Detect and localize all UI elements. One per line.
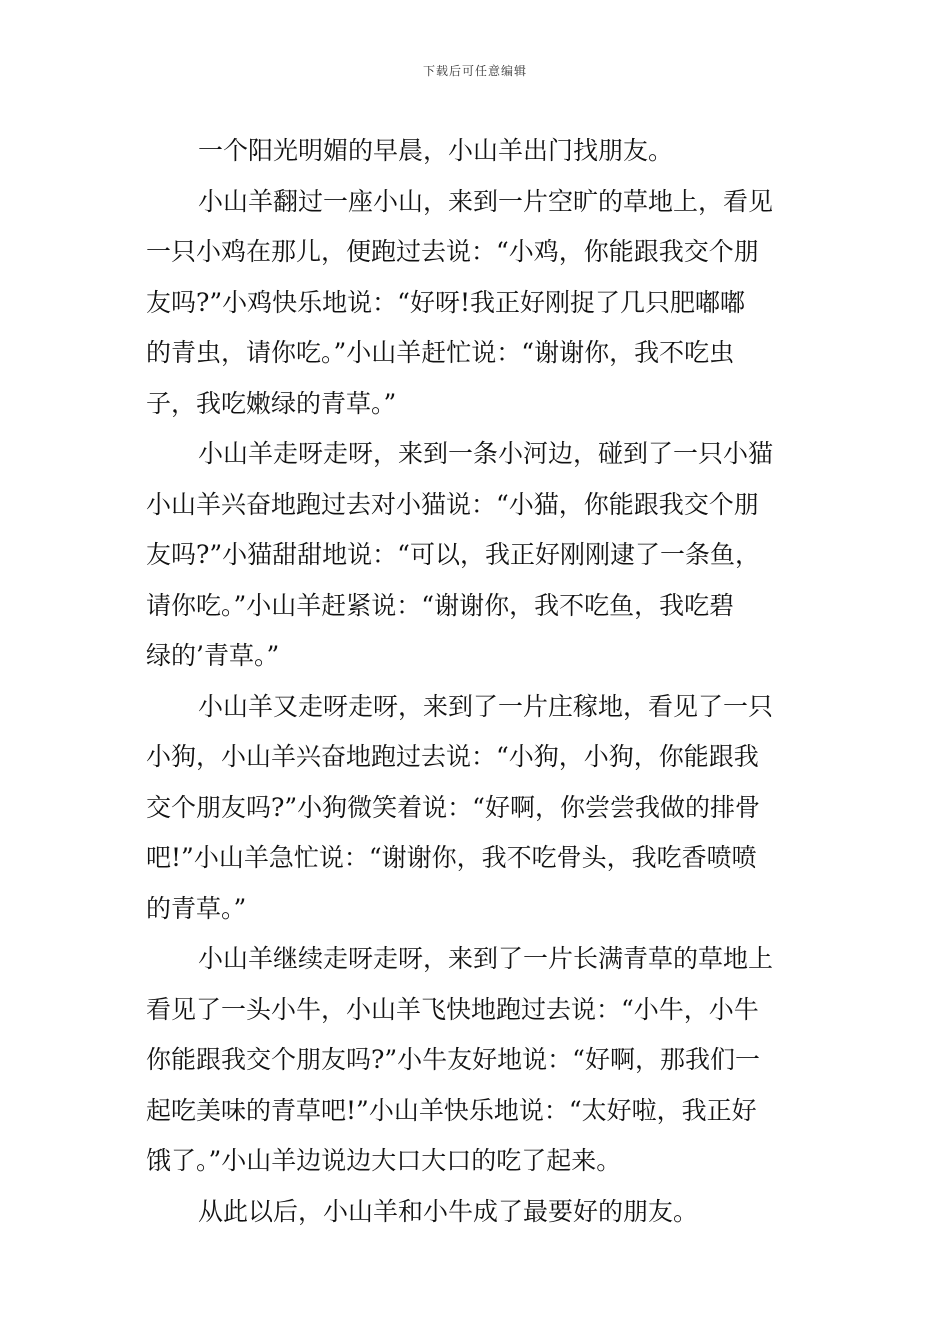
text-line: 小山羊兴奋地跑过去对小猫说：“小猫，你能跟我交个朋 [146, 489, 759, 519]
text-line: 请你吃。”小山羊赶紧说：“谢谢你，我不吃鱼，我吃碧 [146, 590, 735, 620]
text-line: 看见了一头小牛，小山羊飞快地跑过去说：“小牛，小牛 [146, 994, 759, 1024]
text-line: 交个朋友吗?”小狗微笑着说：“好啊，你尝尝我做的排骨 [146, 792, 760, 822]
paragraph-6 [146, 1187, 806, 1238]
paragraph-1 [146, 126, 806, 177]
text-line: 的青虫，请你吃。”小山羊赶忙说：“谢谢你，我不吃虫 [146, 338, 735, 367]
text-line: 一只小鸡在那儿，便跑过去说：“小鸡，你能跟我交个朋 [146, 237, 759, 266]
text-line: 你能跟我交个朋友吗?”小牛友好地说：“好啊，那我们一 [146, 1045, 760, 1074]
text-line: 小山羊走呀走呀，来到一条小河边，碰到了一只小猫 [198, 439, 774, 468]
paragraph-3 [146, 429, 806, 682]
paragraph-4 [146, 682, 806, 935]
paragraph-5 [146, 934, 806, 1187]
text-line: 小山羊又走呀走呀，来到了一片庄稼地，看见了一只 [198, 691, 774, 721]
text-line: 的青草。” [146, 893, 247, 923]
text-line: 吧!”小山羊急忙说：“谢谢你，我不吃骨头，我吃香喷喷 [146, 843, 757, 872]
text-line: 起吃美味的青草吧!”小山羊快乐地说：“太好啦，我正好 [146, 1095, 757, 1125]
text-line: 子，我吃嫩绿的青草。” [146, 388, 397, 418]
text-line: 小山羊继续走呀走呀，来到了一片长满青草的草地上 [198, 944, 774, 973]
text-line: 友吗?”小猫甜甜地说：“可以，我正好刚刚逮了一条鱼， [146, 540, 760, 569]
text-line: 小狗，小山羊兴奋地跑过去说：“小狗，小狗，你能跟我 [146, 742, 759, 771]
text-line: 绿的’青草。” [146, 641, 280, 670]
text-line: 小山羊翻过一座小山，来到一片空旷的草地上，看见 [198, 186, 774, 216]
text-line: 友吗?”小鸡快乐地说：“好呀!我正好刚捉了几只肥嘟嘟 [146, 287, 746, 317]
text-line: 从此以后，小山羊和小牛成了最要好的朋友。 [198, 1196, 699, 1226]
header-note: 下载后可任意编辑 [422, 64, 527, 78]
text-line: 饿了。”小山羊边说边大口大口的吃了起来。 [146, 1146, 622, 1175]
text-line: 一个阳光明媚的早晨，小山羊出门找朋友。 [198, 136, 674, 165]
paragraph-2 [146, 177, 806, 430]
story-body [146, 126, 806, 1237]
